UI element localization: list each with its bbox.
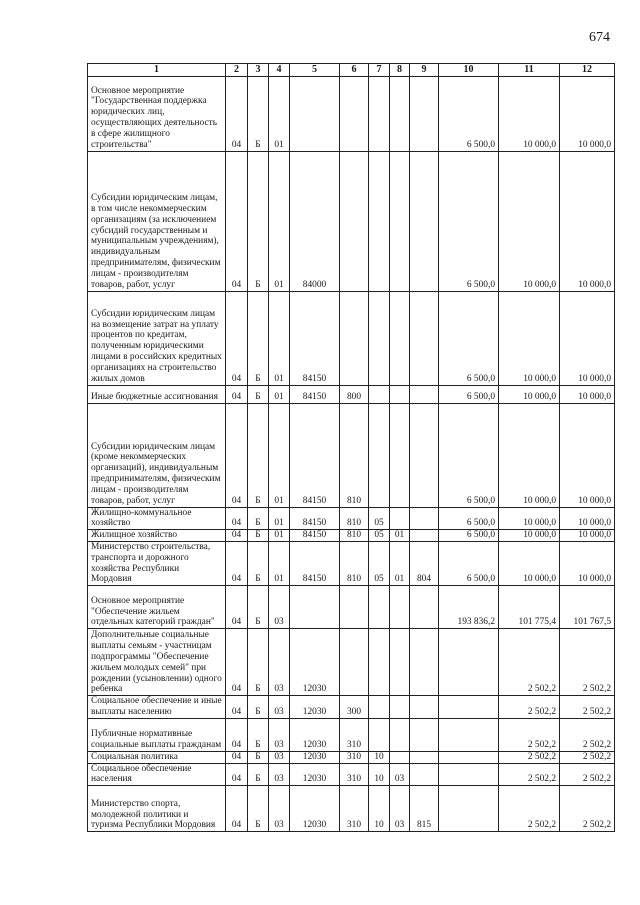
row-name-cell: Министерство строительства, транспорта и дорожного хозяйства Республики Мордовия [88, 541, 226, 585]
value-cell-col-4: 03 [269, 786, 290, 832]
value-cell-col-7: 05 [369, 507, 390, 530]
value-cell-col-10 [439, 786, 499, 832]
table-body [88, 76, 615, 832]
value-cell-col-2: 04 [226, 530, 248, 542]
value-cell-col-7: 10 [369, 763, 390, 786]
value-cell-col-4: 01 [269, 151, 290, 291]
row-name-cell: Дополнительные социальные выплаты семьям - участницам подпрограммы "Обеспечение жильем молодых семей" при рождении (усыновлении) одного ребенка [88, 629, 226, 696]
value-cell-col-6: 810 [340, 507, 369, 530]
value-cell-col-10 [439, 718, 499, 751]
value-cell-col-7 [369, 403, 390, 507]
table-row [88, 541, 615, 585]
value-cell-col-11: 10 000,0 [499, 530, 560, 542]
value-cell-col-8: 01 [390, 541, 410, 585]
value-cell-col-2: 04 [226, 586, 248, 629]
value-cell-col-8 [390, 751, 410, 763]
value-cell-col-4: 01 [269, 530, 290, 542]
value-cell-col-3: Б [248, 76, 269, 151]
value-cell-col-10: 6 500,0 [439, 291, 499, 385]
value-cell-col-12: 2 502,2 [560, 751, 615, 763]
row-name-cell: Субсидии юридическим лицам, в том числе некоммерческим организациям (за исключением субсидий государственным и муниципальным учреждениям), индивидуальным предпринимателям, физическим лицам - производителям товаров, работ, услуг [88, 151, 226, 291]
value-cell-col-9 [410, 291, 439, 385]
value-cell-col-3: Б [248, 403, 269, 507]
table-row [88, 718, 615, 751]
row-name-cell: Публичные нормативные социальные выплаты гражданам [88, 718, 226, 751]
column-header: 5 [290, 64, 340, 77]
value-cell-col-5 [290, 586, 340, 629]
value-cell-col-6: 800 [340, 385, 369, 403]
value-cell-col-2: 04 [226, 718, 248, 751]
value-cell-col-6: 310 [340, 751, 369, 763]
value-cell-col-9 [410, 718, 439, 751]
value-cell-col-5: 12030 [290, 696, 340, 719]
column-header: 3 [248, 64, 269, 77]
value-cell-col-12: 101 767,5 [560, 586, 615, 629]
value-cell-col-11: 10 000,0 [499, 541, 560, 585]
value-cell-col-12: 10 000,0 [560, 507, 615, 530]
value-cell-col-10: 6 500,0 [439, 530, 499, 542]
value-cell-col-8: 03 [390, 763, 410, 786]
value-cell-col-7 [369, 151, 390, 291]
column-header: 6 [340, 64, 369, 77]
value-cell-col-6 [340, 76, 369, 151]
value-cell-col-2: 04 [226, 696, 248, 719]
value-cell-col-10 [439, 629, 499, 696]
value-cell-col-8 [390, 291, 410, 385]
budget-table [87, 63, 615, 832]
value-cell-col-2: 04 [226, 403, 248, 507]
value-cell-col-10: 6 500,0 [439, 403, 499, 507]
value-cell-col-4: 03 [269, 586, 290, 629]
column-header: 1 [88, 64, 226, 77]
value-cell-col-7: 10 [369, 786, 390, 832]
value-cell-col-8 [390, 696, 410, 719]
value-cell-col-12: 10 000,0 [560, 151, 615, 291]
table-row [88, 76, 615, 151]
value-cell-col-3: Б [248, 629, 269, 696]
table-row [88, 530, 615, 542]
value-cell-col-2: 04 [226, 291, 248, 385]
value-cell-col-2: 04 [226, 507, 248, 530]
value-cell-col-12: 2 502,2 [560, 786, 615, 832]
value-cell-col-6: 810 [340, 403, 369, 507]
value-cell-col-2: 04 [226, 385, 248, 403]
table-row [88, 696, 615, 719]
value-cell-col-9 [410, 76, 439, 151]
value-cell-col-2: 04 [226, 763, 248, 786]
value-cell-col-10 [439, 696, 499, 719]
value-cell-col-10: 6 500,0 [439, 385, 499, 403]
column-header: 4 [269, 64, 290, 77]
value-cell-col-5: 84000 [290, 151, 340, 291]
value-cell-col-9 [410, 763, 439, 786]
value-cell-col-11: 10 000,0 [499, 385, 560, 403]
value-cell-col-5 [290, 76, 340, 151]
column-header: 12 [560, 64, 615, 77]
value-cell-col-4: 03 [269, 629, 290, 696]
column-header: 10 [439, 64, 499, 77]
value-cell-col-10 [439, 763, 499, 786]
value-cell-col-6 [340, 629, 369, 696]
value-cell-col-11: 2 502,2 [499, 629, 560, 696]
value-cell-col-9 [410, 586, 439, 629]
column-header: 9 [410, 64, 439, 77]
value-cell-col-11: 10 000,0 [499, 507, 560, 530]
value-cell-col-8 [390, 385, 410, 403]
row-name-cell: Жилищное хозяйство [88, 530, 226, 542]
value-cell-col-4: 03 [269, 763, 290, 786]
value-cell-col-2: 04 [226, 76, 248, 151]
table-row [88, 291, 615, 385]
value-cell-col-9 [410, 629, 439, 696]
value-cell-col-8: 03 [390, 786, 410, 832]
value-cell-col-5: 12030 [290, 786, 340, 832]
value-cell-col-11: 2 502,2 [499, 718, 560, 751]
table-row [88, 403, 615, 507]
value-cell-col-5: 84150 [290, 507, 340, 530]
table-row [88, 151, 615, 291]
value-cell-col-7 [369, 76, 390, 151]
value-cell-col-8 [390, 151, 410, 291]
table-row [88, 751, 615, 763]
value-cell-col-7 [369, 696, 390, 719]
value-cell-col-8 [390, 629, 410, 696]
value-cell-col-10 [439, 751, 499, 763]
value-cell-col-7 [369, 385, 390, 403]
value-cell-col-4: 01 [269, 403, 290, 507]
value-cell-col-2: 04 [226, 786, 248, 832]
value-cell-col-12: 10 000,0 [560, 403, 615, 507]
value-cell-col-9: 804 [410, 541, 439, 585]
value-cell-col-8 [390, 586, 410, 629]
value-cell-col-6: 310 [340, 718, 369, 751]
value-cell-col-6: 810 [340, 541, 369, 585]
value-cell-col-10: 6 500,0 [439, 541, 499, 585]
value-cell-col-3: Б [248, 530, 269, 542]
value-cell-col-5: 12030 [290, 763, 340, 786]
row-name-cell: Социальное обеспечение населения [88, 763, 226, 786]
value-cell-col-11: 2 502,2 [499, 786, 560, 832]
value-cell-col-12: 10 000,0 [560, 385, 615, 403]
value-cell-col-7 [369, 629, 390, 696]
row-name-cell: Социальное обеспечение и иные выплаты населению [88, 696, 226, 719]
row-name-cell: Иные бюджетные ассигнования [88, 385, 226, 403]
value-cell-col-3: Б [248, 291, 269, 385]
value-cell-col-5: 84150 [290, 403, 340, 507]
value-cell-col-12: 2 502,2 [560, 629, 615, 696]
value-cell-col-3: Б [248, 718, 269, 751]
value-cell-col-8 [390, 403, 410, 507]
value-cell-col-10: 6 500,0 [439, 76, 499, 151]
value-cell-col-4: 03 [269, 718, 290, 751]
value-cell-col-9 [410, 403, 439, 507]
value-cell-col-10: 6 500,0 [439, 151, 499, 291]
value-cell-col-12: 10 000,0 [560, 291, 615, 385]
value-cell-col-12: 2 502,2 [560, 718, 615, 751]
value-cell-col-9 [410, 507, 439, 530]
column-header: 11 [499, 64, 560, 77]
column-header: 7 [369, 64, 390, 77]
value-cell-col-9 [410, 751, 439, 763]
value-cell-col-12: 2 502,2 [560, 696, 615, 719]
value-cell-col-2: 04 [226, 751, 248, 763]
value-cell-col-9 [410, 385, 439, 403]
column-header: 8 [390, 64, 410, 77]
value-cell-col-5: 84150 [290, 541, 340, 585]
value-cell-col-6: 310 [340, 763, 369, 786]
row-name-cell: Социальная политика [88, 751, 226, 763]
value-cell-col-11: 10 000,0 [499, 403, 560, 507]
value-cell-col-7 [369, 586, 390, 629]
value-cell-col-3: Б [248, 151, 269, 291]
value-cell-col-7: 05 [369, 541, 390, 585]
value-cell-col-8 [390, 507, 410, 530]
value-cell-col-4: 01 [269, 507, 290, 530]
table-row [88, 507, 615, 530]
value-cell-col-11: 101 775,4 [499, 586, 560, 629]
value-cell-col-2: 04 [226, 629, 248, 696]
value-cell-col-4: 01 [269, 385, 290, 403]
value-cell-col-4: 03 [269, 696, 290, 719]
header-row [88, 64, 615, 77]
table-row [88, 786, 615, 832]
value-cell-col-9: 815 [410, 786, 439, 832]
value-cell-col-3: Б [248, 786, 269, 832]
value-cell-col-12: 2 502,2 [560, 763, 615, 786]
value-cell-col-3: Б [248, 751, 269, 763]
value-cell-col-9 [410, 151, 439, 291]
value-cell-col-11: 2 502,2 [499, 763, 560, 786]
value-cell-col-6 [340, 151, 369, 291]
value-cell-col-6 [340, 291, 369, 385]
value-cell-col-11: 10 000,0 [499, 76, 560, 151]
value-cell-col-4: 01 [269, 76, 290, 151]
value-cell-col-3: Б [248, 541, 269, 585]
value-cell-col-12: 10 000,0 [560, 530, 615, 542]
value-cell-col-5: 84150 [290, 530, 340, 542]
value-cell-col-7 [369, 718, 390, 751]
value-cell-col-9 [410, 696, 439, 719]
value-cell-col-11: 2 502,2 [499, 696, 560, 719]
value-cell-col-5: 12030 [290, 718, 340, 751]
value-cell-col-2: 04 [226, 151, 248, 291]
value-cell-col-11: 10 000,0 [499, 151, 560, 291]
table-row [88, 385, 615, 403]
value-cell-col-10: 6 500,0 [439, 507, 499, 530]
value-cell-col-3: Б [248, 507, 269, 530]
value-cell-col-4: 03 [269, 751, 290, 763]
value-cell-col-7: 10 [369, 751, 390, 763]
value-cell-col-12: 10 000,0 [560, 76, 615, 151]
value-cell-col-8 [390, 718, 410, 751]
value-cell-col-3: Б [248, 385, 269, 403]
value-cell-col-11: 10 000,0 [499, 291, 560, 385]
row-name-cell: Субсидии юридическим лицам (кроме некоммерческих организаций), индивидуальным предпринимателям, физическим лицам - производителям товаров, работ, услуг [88, 403, 226, 507]
value-cell-col-11: 2 502,2 [499, 751, 560, 763]
value-cell-col-9 [410, 530, 439, 542]
row-name-cell: Основное мероприятие "Государственная поддержка юридических лиц, осуществляющих деятельность в сфере жилищного строительства" [88, 76, 226, 151]
table-row [88, 629, 615, 696]
value-cell-col-3: Б [248, 763, 269, 786]
value-cell-col-5: 12030 [290, 629, 340, 696]
page-number: 674 [589, 30, 610, 45]
value-cell-col-5: 84150 [290, 385, 340, 403]
row-name-cell: Министерство спорта, молодежной политики и туризма Республики Мордовия [88, 786, 226, 832]
value-cell-col-6: 310 [340, 786, 369, 832]
value-cell-col-7: 05 [369, 530, 390, 542]
value-cell-col-8: 01 [390, 530, 410, 542]
value-cell-col-10: 193 836,2 [439, 586, 499, 629]
value-cell-col-3: Б [248, 696, 269, 719]
value-cell-col-6 [340, 586, 369, 629]
value-cell-col-6: 810 [340, 530, 369, 542]
value-cell-col-5: 12030 [290, 751, 340, 763]
value-cell-col-2: 04 [226, 541, 248, 585]
table-row [88, 763, 615, 786]
table-row [88, 586, 615, 629]
row-name-cell: Основное мероприятие "Обеспечение жильем отдельных категорий граждан" [88, 586, 226, 629]
value-cell-col-3: Б [248, 586, 269, 629]
value-cell-col-12: 10 000,0 [560, 541, 615, 585]
row-name-cell: Субсидии юридическим лицам на возмещение затрат на уплату процентов по кредитам, полученным юридическими лицами в российских кредитных организациях на строительство жилых домов [88, 291, 226, 385]
column-header: 2 [226, 64, 248, 77]
value-cell-col-7 [369, 291, 390, 385]
row-name-cell: Жилищно-коммунальное хозяйство [88, 507, 226, 530]
value-cell-col-8 [390, 76, 410, 151]
value-cell-col-4: 01 [269, 541, 290, 585]
value-cell-col-5: 84150 [290, 291, 340, 385]
value-cell-col-4: 01 [269, 291, 290, 385]
value-cell-col-6: 300 [340, 696, 369, 719]
